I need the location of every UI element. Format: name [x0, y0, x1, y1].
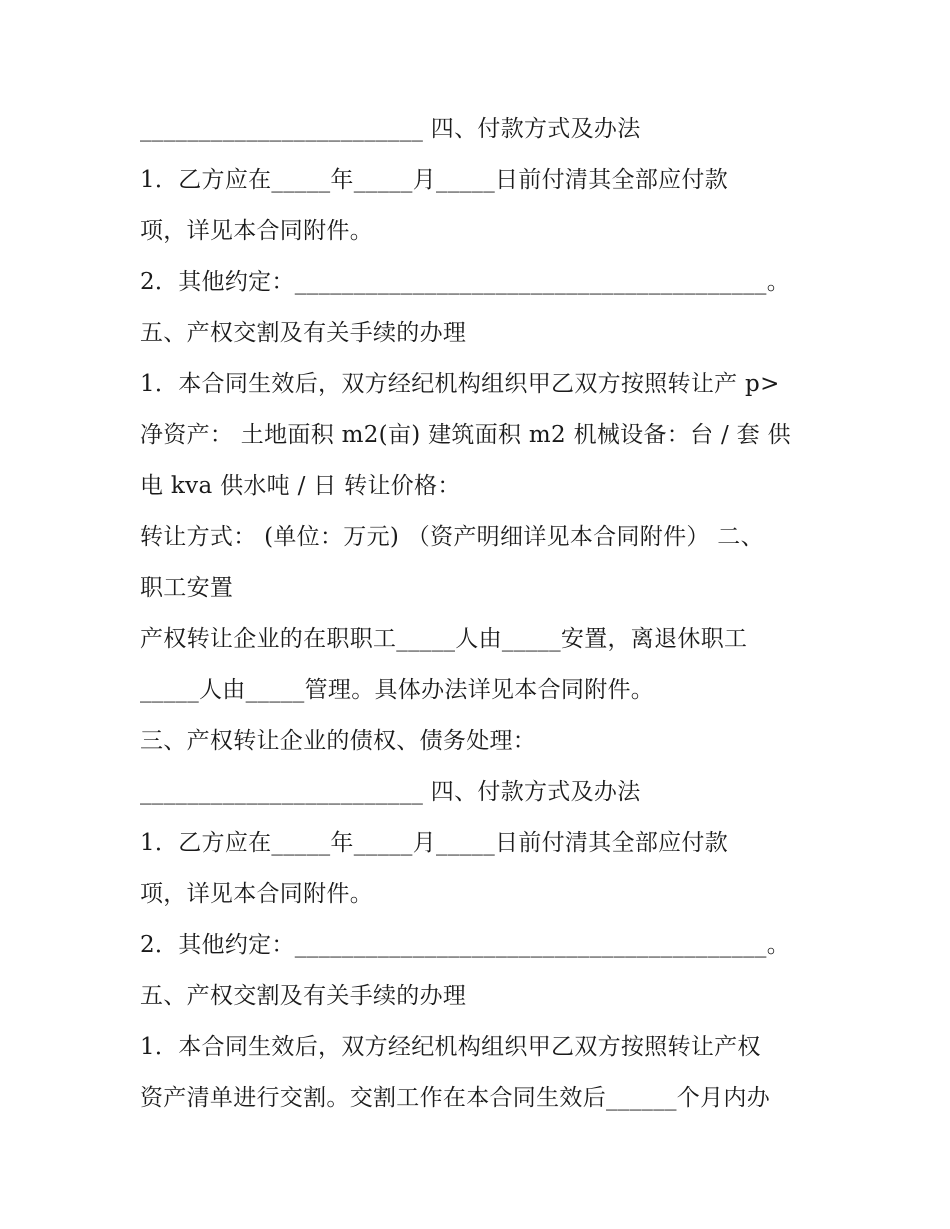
document-body	[140, 104, 820, 1124]
text-line: 电 kva 供水吨 / 日 转让价格：	[140, 473, 461, 499]
text-line: ________________________ 四、付款方式及办法	[140, 116, 641, 142]
text-line: 2．其他约定：________________________________________。	[140, 932, 791, 958]
text-line: 净资产： 土地面积 m2(亩) 建筑面积 m2 机械设备：台 / 套 供	[140, 422, 791, 448]
text-line: 产权转让企业的在职职工_____人由_____安置，离退休职工	[140, 626, 748, 652]
text-line: 职工安置	[140, 575, 234, 601]
text-line: 资产清单进行交割。交割工作在本合同生效后______个月内办	[140, 1085, 770, 1111]
section-heading: 五、产权交割及有关手续的办理	[140, 983, 467, 1009]
section-heading: 五、产权交割及有关手续的办理	[140, 320, 467, 346]
text-line: 转让方式： (单位：万元) （资产明细详见本合同附件） 二、	[140, 524, 764, 550]
text-line: _____人由_____管理。具体办法详见本合同附件。	[140, 677, 655, 703]
text-line: 项，详见本合同附件。	[140, 218, 373, 244]
text-line: ________________________ 四、付款方式及办法	[140, 779, 641, 805]
text-line: 2．其他约定：________________________________________。	[140, 269, 791, 295]
text-line: 1．本合同生效后，双方经纪机构组织甲乙双方按照转让产 p>	[140, 371, 780, 397]
section-heading: 三、产权转让企业的债权、债务处理：	[140, 728, 537, 754]
text-line: 1．乙方应在_____年_____月_____日前付清其全部应付款	[140, 167, 729, 193]
text-line: 项，详见本合同附件。	[140, 881, 373, 907]
text-line: 1．本合同生效后，双方经纪机构组织甲乙双方按照转让产权	[140, 1034, 761, 1060]
text-line: 1．乙方应在_____年_____月_____日前付清其全部应付款	[140, 830, 729, 856]
